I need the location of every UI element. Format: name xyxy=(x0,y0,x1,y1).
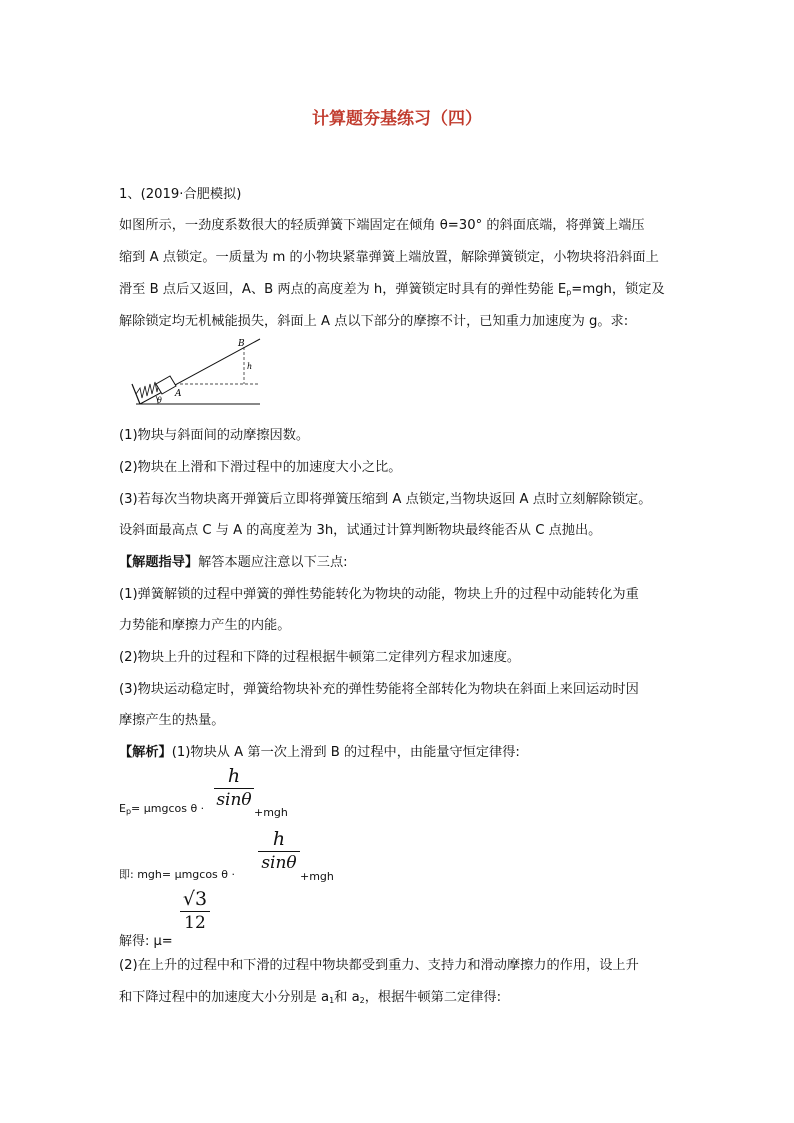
question-3-line-2: 设斜面最高点 C 与 A 的高度差为 3h，试通过计算判断物块最终能否从 C 点抛出。 xyxy=(119,523,602,538)
equation-1: $E_p= \mu mgcos$ θ · xyxy=(119,802,205,816)
equation-2-tail: +mgh xyxy=(300,870,334,883)
stem-line-4: 解除锁定均无机械能损失，斜面上 A 点以下部分的摩擦不计，已知重力加速度为 g。求: xyxy=(119,314,629,329)
solution-step-2-line-1: (2)在上升的过程中和下滑的过程中物块都受到重力、支持力和滑动摩擦力的作用，设上升 xyxy=(119,958,639,973)
incline-diagram xyxy=(128,336,268,408)
equation-3: 解得: μ= xyxy=(119,934,173,949)
label-h: h xyxy=(247,362,253,371)
question-3-line-1: (3)若每次当物块离开弹簧后立即将弹簧压缩到 A 点锁定,当物块返回 A 点时立刻解除锁定。 xyxy=(119,492,652,507)
guide-point-1a: (1)弹簧解锁的过程中弹簧的弹性势能转化为物块的动能，物块上升的过程中动能转化为重 xyxy=(119,587,639,602)
equation-2: 即: mgh= μmgcos θ · xyxy=(119,868,236,881)
guide-point-3a: (3)物块运动稳定时，弹簧给物块补充的弹性势能将全部转化为物块在斜面上来回运动时因 xyxy=(119,682,639,697)
guide-heading: 【解题指导】解答本题应注意以下三点: xyxy=(119,555,348,570)
label-b: B xyxy=(238,339,245,349)
label-a: A xyxy=(175,389,182,399)
guide-point-3b: 摩擦产生的热量。 xyxy=(119,713,225,728)
solution-step-2-line-2: 和下降过程中的加速度大小分别是 $a_1$和 $a_2$，根据牛顿第二定律得: xyxy=(119,990,502,1005)
stem-line-1: 如图所示，一劲度系数很大的轻质弹簧下端固定在倾角 θ=30° 的斜面底端，将弹簧上端压 xyxy=(119,218,645,233)
problem-number: 1、(2019·合肥模拟) xyxy=(119,187,242,202)
question-1: (1)物块与斜面间的动摩擦因数。 xyxy=(119,428,310,443)
guide-point-1b: 力势能和摩擦力产生的内能。 xyxy=(119,618,291,633)
stem-line-2: 缩到 A 点锁定。一质量为 m 的小物块紧靠弹簧上端放置，解除弹簧锁定，小物块将沿斜面上 xyxy=(119,250,659,265)
label-theta: θ xyxy=(157,396,162,405)
equation-3-fraction: √3 12 xyxy=(180,888,210,933)
solution-step-1: 【解析】(1)物块从 A 第一次上滑到 B 的过程中，由能量守恒定律得: xyxy=(119,745,520,760)
equation-1-fraction: h sinθ xyxy=(214,765,254,810)
equation-2-fraction: h sinθ xyxy=(258,828,300,873)
question-2: (2)物块在上滑和下滑过程中的加速度大小之比。 xyxy=(119,460,402,475)
guide-point-2: (2)物块上升的过程和下降的过程根据牛顿第二定律列方程求加速度。 xyxy=(119,650,521,665)
page-title: 计算题夯基练习（四） xyxy=(312,109,482,129)
equation-1-tail: +mgh xyxy=(254,806,288,819)
stem-line-3: 滑至 B 点后又返回，A、B 两点的高度差为 h，弹簧锁定时具有的弹性势能 $E_p=mgh$，锁定及 xyxy=(119,282,665,297)
